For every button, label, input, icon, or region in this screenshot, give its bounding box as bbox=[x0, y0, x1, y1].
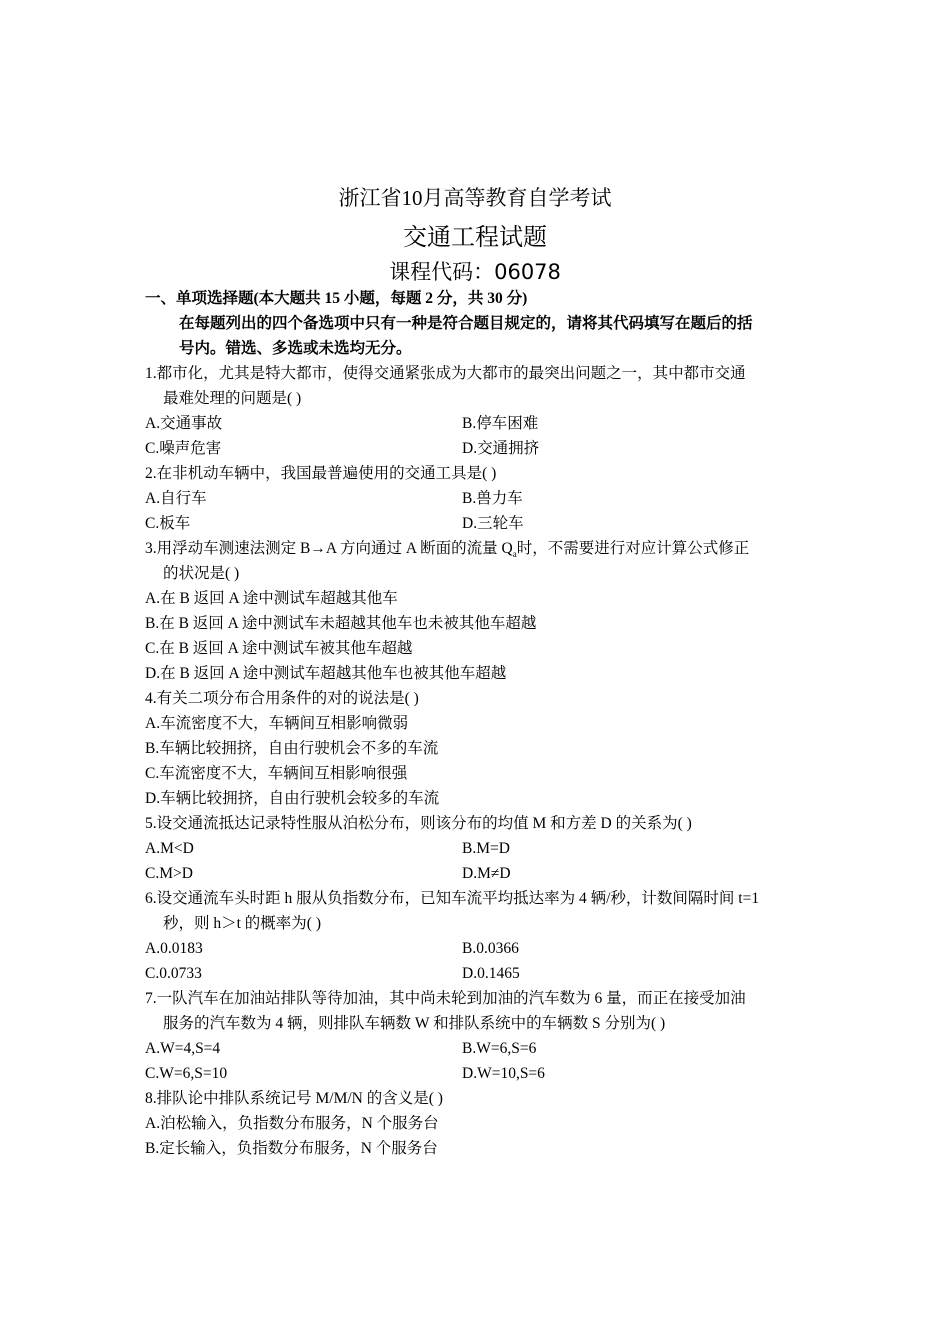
option: C.噪声危害 bbox=[145, 440, 222, 457]
option: D.三轮车 bbox=[462, 515, 524, 532]
question-7: 7.一队汽车在加油站排队等待加油，其中尚未轮到加油的汽车数为 6 量，而正在接受加油 bbox=[145, 990, 746, 1007]
option-row bbox=[145, 411, 805, 436]
option: B.W=6,S=6 bbox=[462, 1040, 537, 1057]
option: D.0.1465 bbox=[462, 965, 520, 982]
option: C.0.0733 bbox=[145, 965, 202, 982]
option: C.W=6,S=10 bbox=[145, 1065, 228, 1082]
question-3-cont: 的状况是( ) bbox=[163, 565, 240, 582]
exam-body bbox=[145, 286, 805, 1161]
option: C.在 B 返回 A 途中测试车被其他车超越 bbox=[145, 640, 413, 657]
option: B.停车困难 bbox=[462, 415, 539, 432]
option: A.W=4,S=4 bbox=[145, 1040, 221, 1057]
section-instruction: 在每题列出的四个备选项中只有一种是符合题目规定的，请将其代码填写在题后的括 bbox=[179, 315, 753, 332]
question-5: 5.设交通流抵达记录特性服从泊松分布，则该分布的均值 M 和方差 D 的关系为( ) bbox=[145, 815, 692, 832]
option: A.车流密度不大，车辆间互相影响微弱 bbox=[145, 715, 409, 732]
option: A.0.0183 bbox=[145, 940, 203, 957]
question-7-cont: 服务的汽车数为 4 辆，则排队车辆数 W 和排队系统中的车辆数 S 分别为( ) bbox=[163, 1015, 666, 1032]
question-3-text: 时，不需要进行对应计算公式修正 bbox=[516, 540, 750, 557]
option-row bbox=[145, 511, 805, 536]
option: B.0.0366 bbox=[462, 940, 519, 957]
question-6: 6.设交通流车头时距 h 服从负指数分布，已知车流平均抵达率为 4 辆/秒，计数间隔时间 t=1 bbox=[145, 890, 760, 907]
option: B.在 B 返回 A 途中测试车未超越其他车也未被其他车超越 bbox=[145, 615, 537, 632]
question-4: 4.有关二项分布合用条件的对的说法是( ) bbox=[145, 690, 419, 707]
option-row bbox=[145, 861, 805, 886]
option: B.M=D bbox=[462, 840, 510, 857]
option: A.泊松输入，负指数分布服务，N 个服务台 bbox=[145, 1115, 439, 1132]
option: D.在 B 返回 A 途中测试车超越其他车也被其他车超越 bbox=[145, 665, 507, 682]
question-3 bbox=[145, 536, 805, 561]
option: C.板车 bbox=[145, 515, 191, 532]
question-1-cont: 最难处理的问题是( ) bbox=[163, 390, 302, 407]
question-3-text: 3.用浮动车测速法测定 B→A 方向通过 A 断面的流量 Q bbox=[145, 540, 513, 557]
option: B.兽力车 bbox=[462, 490, 523, 507]
option-row bbox=[145, 486, 805, 511]
question-1: 1.都市化，尤其是特大都市，使得交通紧张成为大都市的最突出问题之一，其中都市交通 bbox=[145, 365, 746, 382]
option: D.W=10,S=6 bbox=[462, 1065, 545, 1082]
subject-title: 交通工程试题 bbox=[403, 223, 547, 251]
option: B.车辆比较拥挤，自由行驶机会不多的车流 bbox=[145, 740, 439, 757]
option: A.交通事故 bbox=[145, 415, 223, 432]
option: D.交通拥挤 bbox=[462, 440, 540, 457]
option-row bbox=[145, 836, 805, 861]
option: A.在 B 返回 A 途中测试车超越其他车 bbox=[145, 590, 398, 607]
option-row bbox=[145, 436, 805, 461]
option: C.M>D bbox=[145, 865, 193, 882]
exam-title: 浙江省10月高等教育自学考试 bbox=[338, 186, 612, 210]
option-row bbox=[145, 1061, 805, 1086]
option: A.M<D bbox=[145, 840, 194, 857]
subscript: a bbox=[512, 549, 517, 560]
question-6-cont: 秒，则 h＞t 的概率为( ) bbox=[163, 915, 322, 932]
option: A.自行车 bbox=[145, 490, 207, 507]
option: D.M≠D bbox=[462, 865, 511, 882]
section-instruction: 号内。错选、多选或未选均无分。 bbox=[179, 340, 412, 357]
question-2: 2.在非机动车辆中，我国最普遍使用的交通工具是( ) bbox=[145, 465, 497, 482]
option-row bbox=[145, 1036, 805, 1061]
course-code: 课程代码：06078 bbox=[389, 260, 561, 284]
option-row bbox=[145, 961, 805, 986]
option: C.车流密度不大，车辆间互相影响很强 bbox=[145, 765, 408, 782]
question-8: 8.排队论中排队系统记号 M/M/N 的含义是( ) bbox=[145, 1090, 443, 1107]
section-heading: 一、单项选择题(本大题共 15 小题，每题 2 分，共 30 分) bbox=[145, 290, 528, 307]
option-row bbox=[145, 936, 805, 961]
option: D.车辆比较拥挤，自由行驶机会较多的车流 bbox=[145, 790, 440, 807]
option: B.定长输入，负指数分布服务，N 个服务台 bbox=[145, 1140, 438, 1157]
